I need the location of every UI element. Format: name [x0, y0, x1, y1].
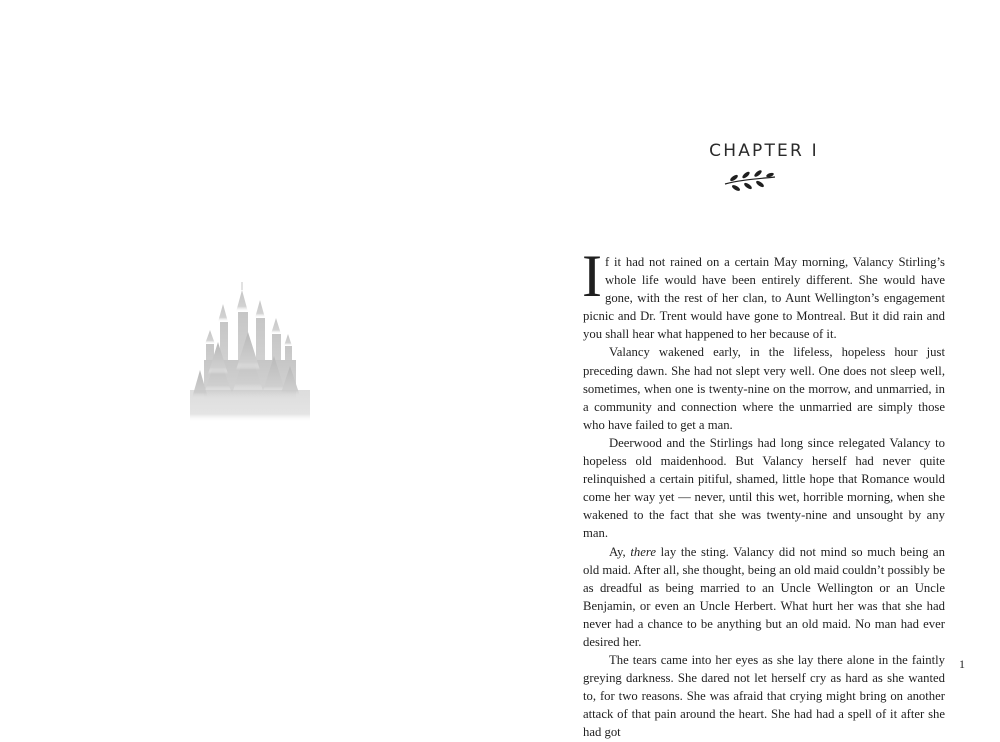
paragraph: The tears came into her eyes as she lay there alone in the faintly greying darkness. She dared not let herself cry as hard as she wanted to, for two reasons. She was afraid that crying might bring on another attack of that pain around the heart. She had had a spell of it after she had got	[583, 653, 945, 740]
chapter-body	[582, 243, 945, 742]
paragraph-lead: Ay,	[609, 544, 631, 559]
paragraph	[583, 543, 945, 652]
paragraph: Valancy wakened early, in the lifeless, hopeless hour just preceding dawn. She had not slept very well. One does not sleep well, sometimes, when one is twenty-nine on the morrow, and unmarried, in a community and connection where the unmarried are simply those who have failed to get a man.	[583, 345, 945, 432]
paragraph-text: f it had not rained on a certain May morning, Valancy Stirling’s whole life would have been entirely different. She would have gone, with the rest of her clan, to Aunt Wellington’s engagement picnic and Dr. Trent would have gone to Montreal. But it did rain and you shall hear what happened to her because of it.	[583, 255, 945, 342]
emphasized-word: there	[630, 544, 656, 559]
left-page	[0, 0, 500, 708]
paragraph-text: lay the sting. Valancy did not mind so much being an old maid. After all, she thought, being an old maid couldn’t possibly be as dreadful as being married to an Uncle Wellington or an Uncle Benjamin, or even an Uncle Herbert. What hurt her was that she had never had a chance to be anything but an old maid. No man had ever desired her.	[583, 544, 945, 649]
castle-silhouette-icon	[190, 282, 310, 422]
leaf-sprig-icon	[722, 170, 778, 194]
paragraph: Deerwood and the Stirlings had long since relegated Valancy to hopeless old maidenhood. But Valancy herself had never quite relinquished a certain pitiful, shamed, little hope that Romance would come her way yet — never, until this wet, horrible morning, when she wakened to the fact that she was twenty-nine and unsought by any man.	[583, 435, 945, 541]
drop-cap: I	[582, 243, 602, 309]
paragraph	[582, 243, 945, 343]
page-number: 1	[959, 657, 965, 671]
chapter-title: CHAPTER I	[709, 141, 819, 161]
